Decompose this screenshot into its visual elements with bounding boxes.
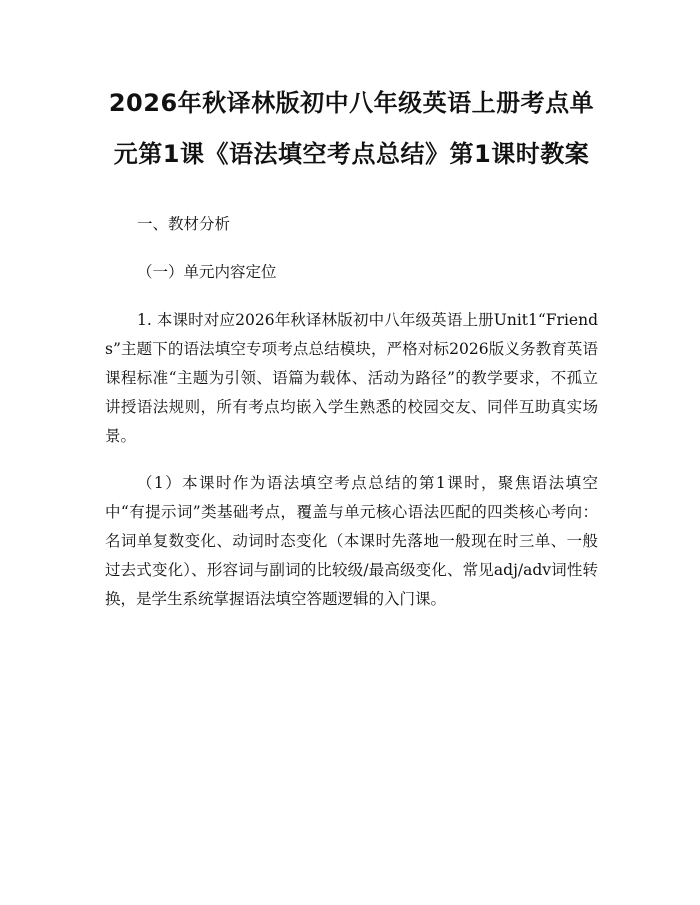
- subsection-heading-positioning: （一）单元内容定位: [137, 263, 277, 281]
- paragraph-1: 1. 本课时对应2026年秋译林版初中八年级英语上册Unit1“Friends”主题下的语法填空专项考点总结模块，严格对标2026版义务教育英语课程标准“主题为引领、语篇为载体、活动为路径”的教学要求，不孤立讲授语法规则，所有考点均嵌入学生熟悉的校园交友、同伴互助真实场景。: [105, 311, 598, 445]
- paragraph-2: （1）本课时作为语法填空考点总结的第1课时，聚焦语法填空中“有提示词”类基础考点，覆盖与单元核心语法匹配的四类核心考向：名词单复数变化、动词时态变化（本课时先落地一般现在时三单、一般过去式变化）、形容词与副词的比较级/最高级变化、常见adj/adv词性转换，是学生系统掌握语法填空答题逻辑的入门课。: [105, 474, 598, 608]
- section-heading-analysis: 一、教材分析: [137, 215, 231, 233]
- document-title: 2026年秋译林版初中八年级英语上册考点单元第1课《语法填空考点总结》第1课时教案: [108, 89, 595, 168]
